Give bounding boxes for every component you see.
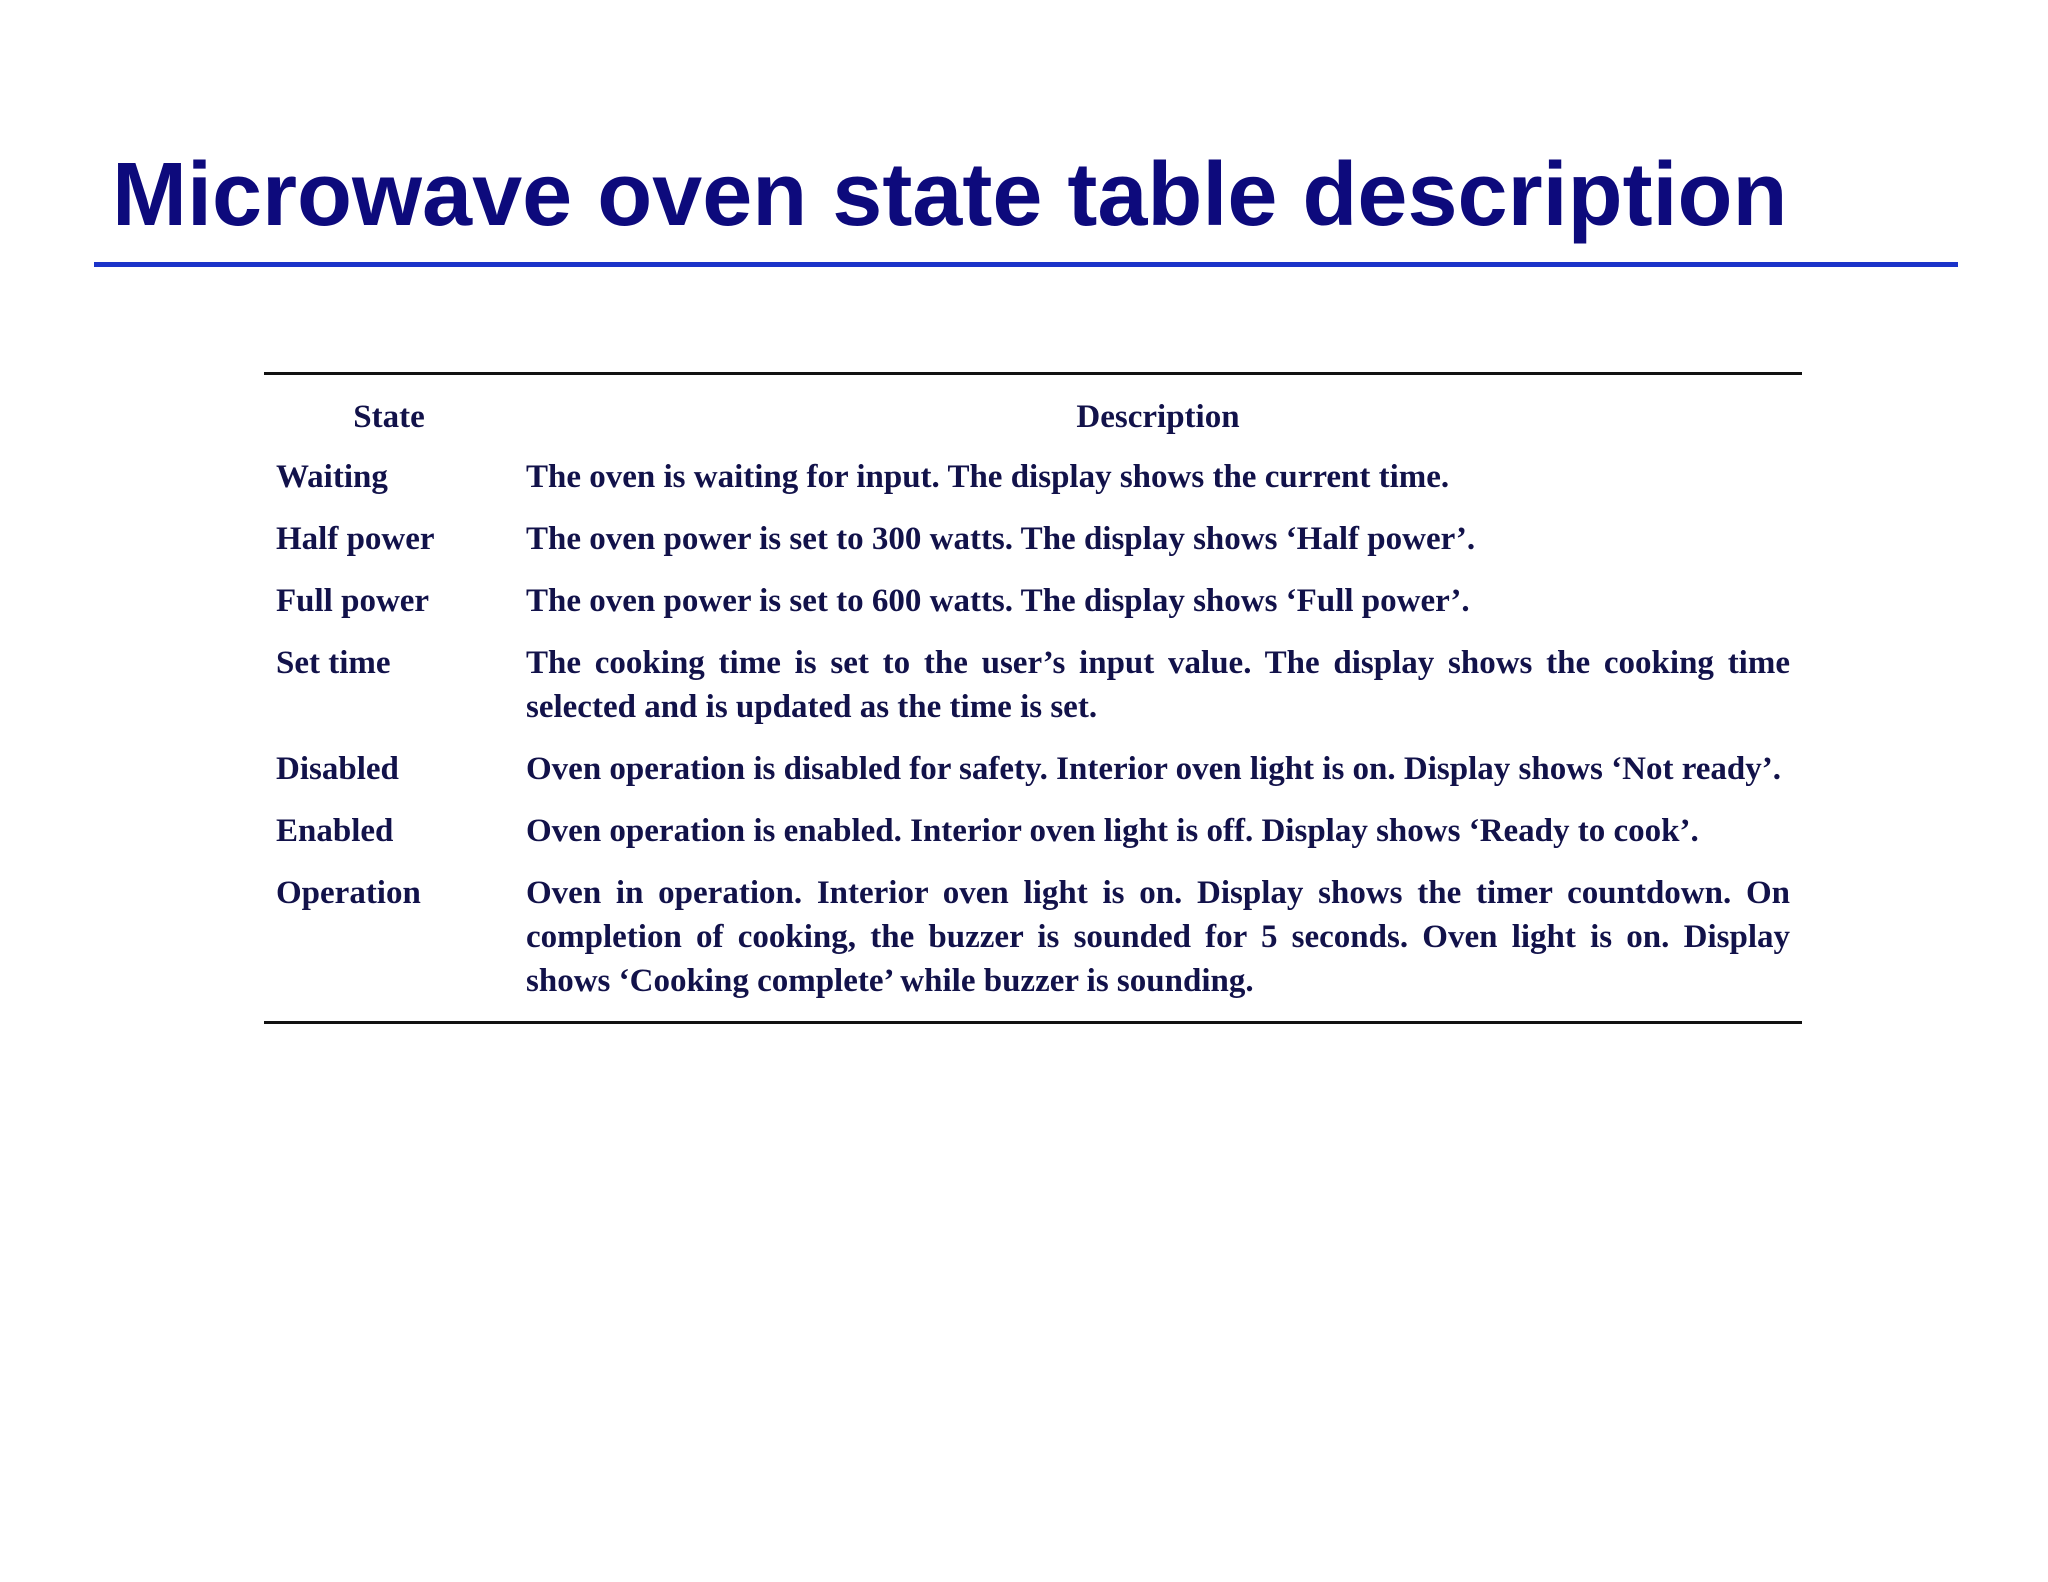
state-cell: Half power: [276, 521, 435, 557]
table-row: [264, 509, 1802, 571]
state-cell: Operation: [276, 875, 421, 911]
description-cell: Oven operation is disabled for safety. Interior oven light is on. Display shows ‘Not ready’.: [526, 751, 1781, 787]
state-column-header: State: [353, 399, 425, 435]
description-cell: The oven is waiting for input. The display shows the current time.: [526, 459, 1450, 495]
state-cell: Disabled: [276, 751, 399, 787]
description-cell: The oven power is set to 600 watts. The display shows ‘Full power’.: [526, 583, 1470, 619]
description-cell: Oven in operation. Interior oven light is on. Display shows the timer countdown. On completion of cooking, the buzzer is sounded for 5 seconds. Oven light is on. Display shows ‘Cooking complete’ while buzzer is sounding.: [526, 875, 1790, 999]
table-row: [264, 633, 1802, 739]
table-row: [264, 801, 1802, 863]
table-row: [264, 863, 1802, 1023]
table-row: [264, 571, 1802, 633]
state-table: [264, 372, 1802, 1024]
table-row: [264, 447, 1802, 509]
title-underline: [94, 262, 1958, 267]
table-row: [264, 739, 1802, 801]
table-header-row: [264, 374, 1802, 448]
description-cell: The oven power is set to 300 watts. The display shows ‘Half power’.: [526, 521, 1476, 557]
state-cell: Waiting: [276, 459, 388, 495]
state-cell: Enabled: [276, 813, 394, 849]
description-cell: Oven operation is enabled. Interior oven light is off. Display shows ‘Ready to cook’.: [526, 813, 1699, 849]
description-column-header: Description: [1076, 399, 1240, 435]
state-cell: Full power: [276, 583, 430, 619]
slide-title: Microwave oven state table description: [112, 145, 1788, 245]
state-cell: Set time: [276, 645, 391, 681]
description-cell: The cooking time is set to the user’s input value. The display shows the cooking time selected and is updated as the time is set.: [526, 645, 1790, 725]
